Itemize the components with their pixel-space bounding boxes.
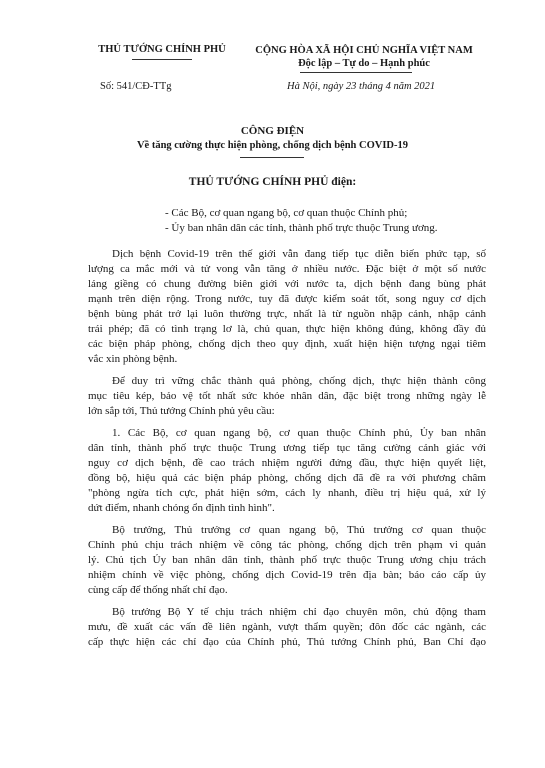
country-header [246,44,482,70]
text-line: bệnh bùng phát trở lại luôn thường trực, nhất là từ nguồn nhập cảnh, nhập cảnh [88,308,486,320]
document-type: CÔNG ĐIỆN [240,125,305,137]
document-body [88,247,486,650]
text-line: "phòng ngừa tích cực, phát hiện sớm, cách ly nhanh, điều trị hiệu quả, xử lý [88,487,486,499]
text-line: Bộ trưởng Bộ Y tế chịu trách nhiệm chỉ đạo chuyên môn, chủ động tham [112,606,486,618]
text-line: mục tiêu kép, bảo vệ tốt nhất sức khỏe nhân dân, đặc biệt trong những ngày lễ [88,390,486,402]
text-line: vắc xin phòng bệnh. [88,353,178,365]
text-line: trái phép; đã có tình trạng lơ là, chủ quan, thực hiện không đúng, không đầy đủ [88,323,486,335]
text-line: đồng bộ, hiệu quả các biện pháp phòng, chống dịch đã đề ra với phương châm [88,472,486,484]
text-line: mạnh trên diện rộng. Trong nước, tuy đã được kiểm soát tốt, song nguy cơ dịch [88,293,486,305]
document-subject: Về tăng cường thực hiện phòng, chống dịch bệnh COVID-19 [136,140,409,151]
issuer-name: THỦ TƯỚNG CHÍNH PHỦ [98,44,226,55]
text-line: láng giềng có chung đường biên giới với nước ta, dịch bệnh đang bùng phát [88,278,486,290]
paragraph [88,523,486,598]
text-line: lượng ca mắc mới và tử vong vẫn tăng ở nhiều nước. Đặc biệt ở một số nước [88,263,486,275]
text-line: Để duy trì vững chắc thành quả phòng, chống dịch, thực hiện thành công [112,375,486,387]
recipient-item: - Ủy ban nhân dân các tỉnh, thành phố trực thuộc Trung ương. [165,222,438,234]
paragraph [88,374,486,419]
recipient-item: - Các Bộ, cơ quan ngang bộ, cơ quan thuộc Chính phủ; [165,207,408,219]
recipient-list [165,206,438,236]
subject-underline [240,157,304,158]
paragraph [88,426,486,516]
country-name: CỘNG HÒA XÃ HỘI CHỦ NGHĨA VIỆT NAM [255,45,473,56]
text-line: Bộ trưởng, Thủ trưởng cơ quan ngang bộ, Thủ trưởng cơ quan thuộc [112,524,486,536]
text-line: mưu, đề xuất các vấn đề liên ngành, vượt thẩm quyền; đôn đốc các ngành, các [88,621,486,633]
national-motto: Độc lập – Tự do – Hạnh phúc [298,58,430,69]
text-line: các biện pháp phòng, chống dịch theo quy định, xuất hiện hiện tượng ngại tiêm [88,338,486,350]
text-line: nhiệm chính về việc phòng, chống dịch Covid-19 trên địa bàn; báo cáo cấp ủy [88,569,486,581]
motto-underline [300,72,412,73]
paragraph [88,247,486,367]
text-line: Dịch bệnh Covid-19 trên thế giới vẫn đang tiếp tục diễn biến phức tạp, số [112,248,486,260]
issuer-underline [132,59,192,60]
text-line: lớn sắp tới, Thủ tướng Chính phủ yêu cầu: [88,405,275,417]
text-line: cấp thực hiện các chỉ đạo của Chính phủ, Thủ tướng Chính phủ, Ban Chỉ đạo [88,636,486,648]
text-line: dứt điểm, nhanh chóng ổn định tình hình". [88,502,275,514]
text-line: cùng cấp để thống nhất chỉ đạo. [88,584,228,596]
paragraph [88,605,486,650]
salutation: THỦ TƯỚNG CHÍNH PHỦ điện: [188,176,357,188]
text-line: Chính phủ chịu trách nhiệm về công tác phòng, chống dịch trên phạm vi quản [88,539,486,551]
text-line: lý. Chủ tịch Ủy ban nhân dân tỉnh, thành phố trực thuộc Trung ương chịu trách [88,554,486,566]
text-line: dân tỉnh, thành phố trực thuộc Trung ương tiếp tục tăng cường cảnh giác với [88,442,486,454]
place-and-date: Hà Nội, ngày 23 tháng 4 năm 2021 [287,81,436,92]
text-line: nguy cơ dịch bệnh, đề cao trách nhiệm người đứng đầu, thực hiện quyết liệt, [88,457,486,469]
text-line: 1. Các Bộ, cơ quan ngang bộ, cơ quan thuộc Chính phủ, Ủy ban nhân [112,427,486,439]
document-number: Số: 541/CĐ-TTg [100,81,172,92]
